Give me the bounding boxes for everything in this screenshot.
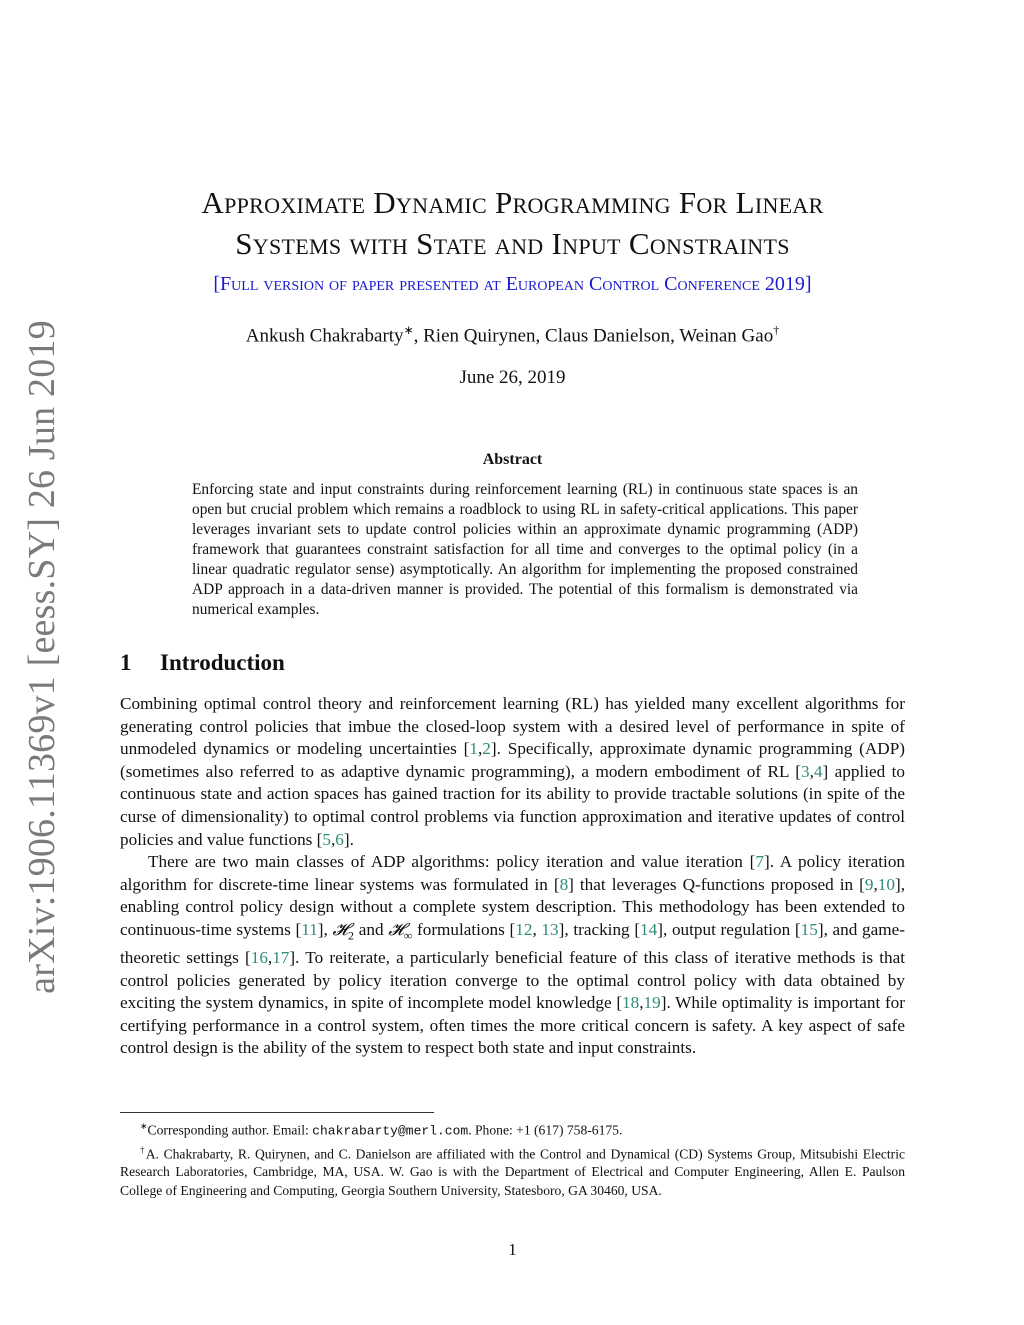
text-run: ], and game-theoretic settings [ bbox=[120, 919, 905, 967]
citation-link[interactable]: 3 bbox=[800, 761, 810, 781]
citation-link[interactable]: 4 bbox=[813, 761, 823, 781]
section-number: 1 bbox=[120, 650, 132, 675]
text-run: ]. Specifically, approximate dynamic programming (ADP) (sometimes also referred to as adaptive dynamic programming), a modern embodiment of RL [ bbox=[120, 739, 906, 781]
citation-link[interactable]: 17 bbox=[272, 947, 290, 967]
citation-link[interactable]: 19 bbox=[643, 993, 661, 1013]
text-run: ] applied to continuous state and action spaces has gained traction for its ability to provide tractable solutions (in spite of the curse of dimensionality) to optimal control problems via function approximation and iterative updates of control policies and value functions [ bbox=[120, 761, 905, 849]
paragraph-1: Combining optimal control theory and reinforcement learning (RL) has yielded many excellent algorithms for generating control policies that imbue the closed-loop system with a desired level of performance in spite of unmodeled dynamics or modeling uncertainties [1,2]. Specifically, approximate dynamic programming (ADP) (sometimes also referred to as adaptive dynamic programming), a modern embodiment of RL [3,4] applied to continuous state and action spaces has gained traction for its ability to provide tractable solutions (in spite of the curse of dimensionality) to optimal control problems via function approximation and iterative updates of control policies and value functions [5,6]. bbox=[120, 694, 906, 849]
arxiv-identifier-stamp: arXiv:1906.11369v1 [eess.SY] 26 Jun 2019 bbox=[21, 320, 63, 994]
footnote-mark-affiliation[interactable]: † bbox=[773, 323, 780, 337]
citation-link[interactable]: 9 bbox=[864, 874, 874, 894]
citation-link[interactable]: 2 bbox=[482, 739, 491, 759]
text-run: Combining optimal control theory and reinforcement learning (RL) has yielded many excellent algorithms for generating control policies that imbue the closed-loop system with a desired level of performance in spite of unmodeled dynamics or modeling uncertainties [ bbox=[120, 694, 905, 759]
hinf-subscript: ∞ bbox=[403, 928, 413, 943]
citation-link[interactable]: 5 bbox=[322, 829, 331, 849]
text-run: A. Chakrabarty, R. Quirynen, and C. Danielson are affiliated with the Control and Dynamical (CD) Systems Group, Mitsubishi Electric Research Laboratories, Cambridge, MA, USA. W. Gao is with the Department of Electrical and Computer Engineering, Allen E. Paulson College of Engineering and Computing, Georgia Southern University, Statesboro, GA 30460, USA. bbox=[120, 1146, 906, 1198]
hinf-symbol: 𝓗 bbox=[388, 919, 404, 939]
footnote-divider bbox=[120, 1112, 434, 1113]
footnote-mark-corresponding[interactable]: ∗ bbox=[403, 323, 414, 337]
abstract-heading: Abstract bbox=[482, 451, 543, 468]
text-run: . Phone: +1 (617) 758-6175. bbox=[468, 1122, 623, 1138]
footnote-affiliation bbox=[120, 1141, 905, 1200]
text-run: ], enabling control policy design without a complete system description. This methodology has been extended to continuous-time systems [ bbox=[120, 874, 905, 939]
citation-link[interactable]: 7 bbox=[755, 852, 764, 872]
text-run: ]. bbox=[343, 829, 354, 849]
footnote-mark: ∗ bbox=[140, 1121, 148, 1131]
abstract-text bbox=[192, 480, 858, 620]
text-run: There are two main classes of ADP algorithms: policy iteration and value iteration [ bbox=[148, 852, 756, 872]
page-number: 1 bbox=[508, 1240, 517, 1259]
citation-link[interactable]: 13 bbox=[541, 919, 559, 939]
citation-link[interactable]: 6 bbox=[335, 829, 344, 849]
citation-link[interactable]: 11 bbox=[301, 919, 318, 939]
citation-link[interactable]: 10 bbox=[877, 874, 895, 894]
citation-link[interactable]: 16 bbox=[250, 947, 268, 967]
text-run: Corresponding author. Email: bbox=[147, 1122, 313, 1138]
title-line-2: Systems with State and Input Constraints bbox=[235, 226, 790, 261]
h2-symbol: 𝓗 bbox=[332, 919, 349, 939]
author-first: Ankush Chakrabarty bbox=[245, 325, 404, 347]
footnotes bbox=[120, 1117, 905, 1200]
citation-link[interactable]: 14 bbox=[640, 919, 658, 939]
paper-date: June 26, 2019 bbox=[459, 367, 566, 388]
footnote-corresponding bbox=[120, 1117, 905, 1141]
text-run: ], output regulation [ bbox=[657, 919, 801, 939]
author-others: , Rien Quirynen, Claus Danielson, Weinan Gao bbox=[413, 325, 774, 347]
text-run: formulations [ bbox=[412, 919, 516, 939]
author-list bbox=[120, 323, 905, 347]
text-run: and bbox=[354, 919, 389, 939]
citation-link[interactable]: 15 bbox=[800, 919, 818, 939]
text-run: ] that leverages Q-functions proposed in [ bbox=[568, 874, 865, 894]
paper-title bbox=[120, 182, 905, 264]
title-line-1: Approximate Dynamic Programming For Linear bbox=[201, 185, 824, 220]
citation-link[interactable]: 1 bbox=[469, 739, 478, 759]
text-run: ], tracking [ bbox=[558, 919, 641, 939]
text-run: ]. To reiterate, a particularly beneficial feature of this class of iterative methods is that control policies generated by policy iteration converge to the optimal control policy with data obtained by exciting the system dynamics, in spite of incomplete model knowledge [ bbox=[120, 947, 905, 1013]
text-run: ]. A policy iteration algorithm for discrete-time linear systems was formulated in [ bbox=[120, 852, 906, 894]
email-link[interactable]: chakrabarty@merl.com bbox=[312, 1123, 469, 1139]
text-run: ]. While optimality is important for certifying performance in a control system, often times the more critical concern is safety. A key aspect of safe control design is the ability of the system to respect both state and input constraints. bbox=[120, 993, 905, 1058]
paper-subtitle-link[interactable]: [Full version of paper presented at European Control Conference 2019] bbox=[213, 273, 812, 295]
citation-link[interactable]: 18 bbox=[622, 993, 640, 1013]
section-title: Introduction bbox=[160, 650, 285, 675]
text-run: ], bbox=[317, 919, 333, 939]
footnote-mark: † bbox=[140, 1144, 146, 1155]
citation-link[interactable]: 8 bbox=[559, 874, 569, 894]
abstract-content: Enforcing state and input constraints during reinforcement learning (RL) in continuous state spaces is an open but crucial problem which remains a roadblock to using RL in safety-critical applications. This paper leverages invariant sets to update control policies within an approximate dynamic programming (ADP) framework that guarantees constraint satisfaction for all time and converges to the optimal policy (in a linear quadratic regulator sense) asymptotically. An algorithm for implementing the proposed constrained ADP approach in a data-driven manner is provided. The potential of this formalism is demonstrated via numerical examples. bbox=[192, 481, 858, 618]
introduction-body bbox=[120, 693, 905, 1060]
citation-link[interactable]: 12 bbox=[515, 919, 533, 939]
h2-subscript: 2 bbox=[348, 928, 355, 943]
section-heading-introduction bbox=[120, 650, 285, 676]
paragraph-2: There are two main classes of ADP algorithms: policy iteration and value iteration [7]. A policy iteration algorithm for discrete-time linear systems was formulated in [8] that leverages Q-functions proposed in [9,10], enabling control policy design without a complete system description. This methodology has been extended to continuous-time systems [11], 𝓗$_2$ and 𝓗$_\infty$ formulations [12, 13], tracking [14], output regulation [15], and game-theoretic settings [16,17]. To reiterate, a particularly beneficial feature of this class of iterative methods is that control policies generated by policy iteration converge to the optimal control policy with data obtained by exciting the system dynamics, in spite of incomplete model knowledge [18,19]. While optimality is important for certifying performance in a control system, often times the more critical concern is safety. A key aspect of safe control design is the ability of the system to respect both state and input constraints. bbox=[120, 852, 906, 1058]
